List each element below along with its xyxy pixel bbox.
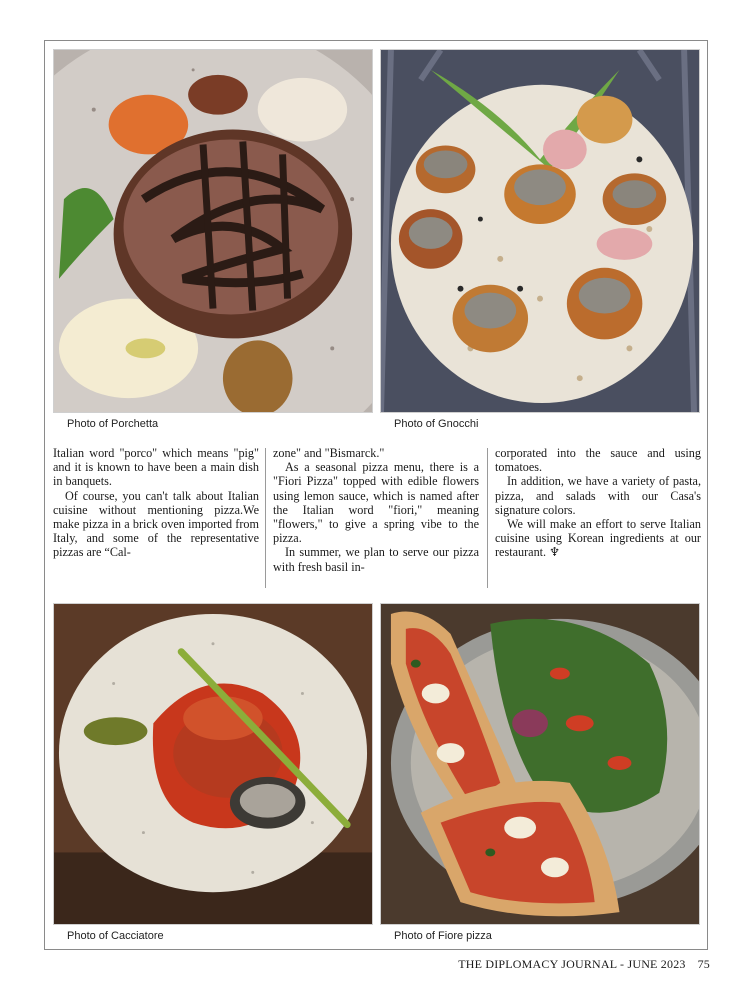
column-divider xyxy=(265,448,266,588)
article-paragraph: We will make an effort to serve Italian cuisine using Korean ingredients at our restaurant. ♆ xyxy=(495,517,701,560)
page-footer xyxy=(458,957,710,972)
cacciatore-photo xyxy=(53,603,373,925)
article-paragraph: Of course, you can't talk about Italian cuisine without mentioning pizza.We make pizza in a brick oven imported from Italy, and some of the representative pizzas are “Cal- xyxy=(53,488,259,560)
porchetta-caption: Photo of Porchetta xyxy=(67,418,159,430)
page-number: 75 xyxy=(697,957,710,971)
cacciatore-caption: Photo of Cacciatore xyxy=(67,930,164,942)
fiore-pizza-photo xyxy=(380,603,700,925)
publication-name: THE DIPLOMACY JOURNAL - JUNE 2023 xyxy=(458,957,686,971)
gnocchi-caption: Photo of Gnocchi xyxy=(394,418,479,430)
article-column-1 xyxy=(53,446,259,560)
porchetta-photo xyxy=(53,49,373,413)
article-paragraph: zone" and "Bismarck." xyxy=(273,446,385,460)
article-paragraph: As a seasonal pizza menu, there is a "Fiori Pizza" topped with edible flowers using lemon sauce, which is named after the Italian word "fiori," meaning "flowers," to give a spring vibe to the pizza. xyxy=(273,460,479,546)
article-column-3 xyxy=(495,446,701,560)
article-paragraph: Italian word "porco" which means "pig" and it is known to have been a main dish in banquets. xyxy=(53,446,259,489)
article-paragraph: corporated into the sauce and using tomatoes. xyxy=(495,446,701,475)
article-column-2 xyxy=(273,446,479,574)
gnocchi-photo xyxy=(380,49,700,413)
article-paragraph: In addition, we have a variety of pasta, pizza, and salads with our Casa's signature colors. xyxy=(495,474,701,517)
fiore-pizza-caption: Photo of Fiore pizza xyxy=(394,930,492,942)
column-divider xyxy=(487,448,488,588)
article-paragraph: In summer, we plan to serve our pizza with fresh basil in- xyxy=(273,545,479,574)
